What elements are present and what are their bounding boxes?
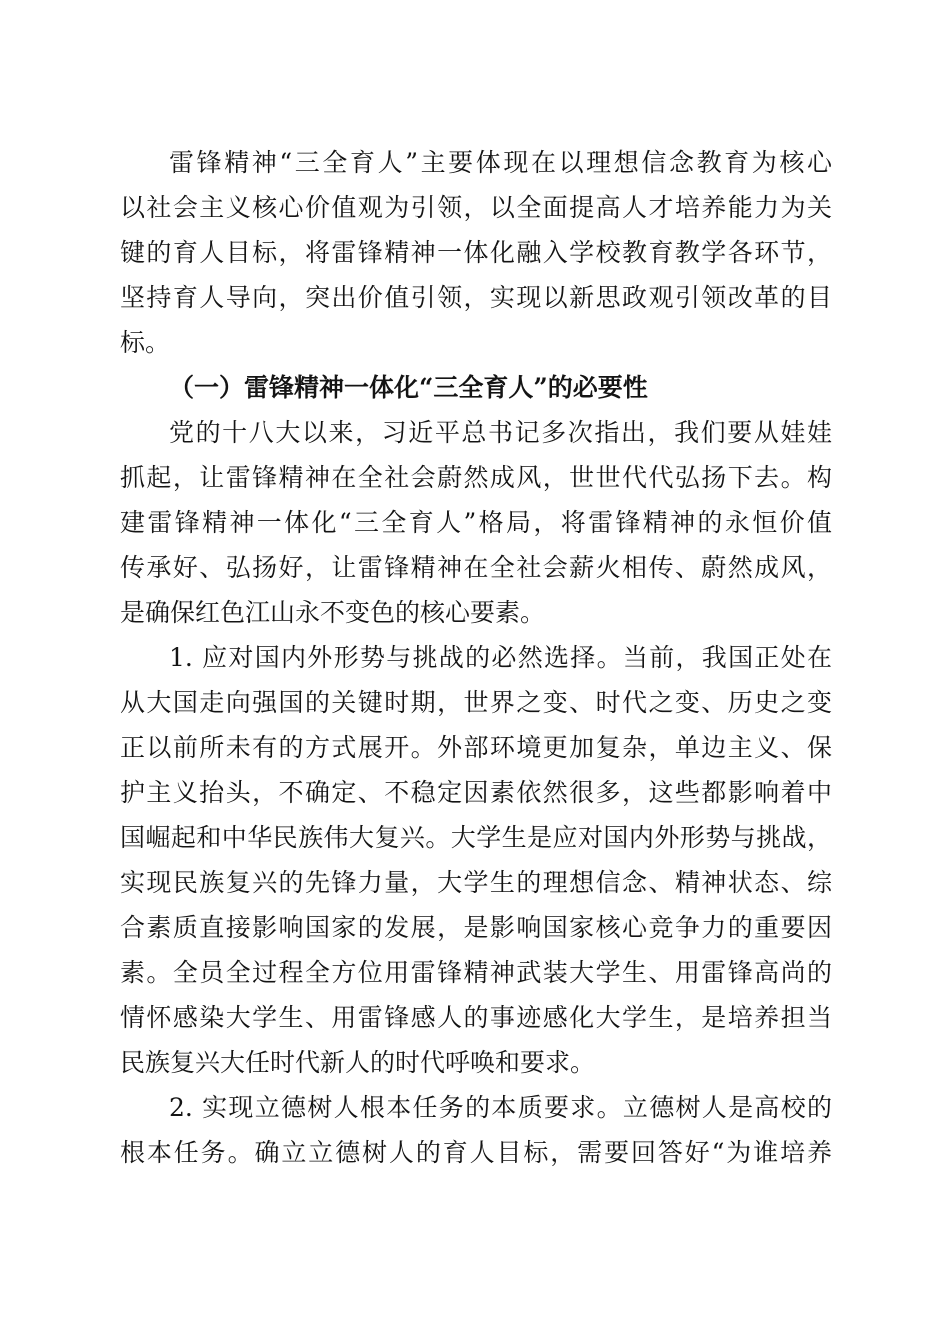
paragraph-line: 党的十八大以来，习近平总书记多次指出，我们要从娃娃: [169, 418, 832, 447]
paragraph-line: 民族复兴大任时代新人的时代呼唤和要求。: [120, 1048, 596, 1077]
paragraph-line: 抓起，让雷锋精神在全社会蔚然成风，世世代代弘扬下去。构: [120, 463, 832, 492]
paragraph-line: 实现民族复兴的先锋力量，大学生的理想信念、精神状态、综: [120, 868, 832, 897]
paragraph-line: 国崛起和中华民族伟大复兴。大学生是应对国内外形势与挑战，: [120, 823, 832, 852]
paragraph-line: 1. 应对国内外形势与挑战的必然选择。当前，我国正处在: [169, 643, 832, 672]
section-heading: （一）雷锋精神一体化“三全育人”的必要性: [169, 373, 648, 402]
paragraph-line: 是确保红色江山永不变色的核心要素。: [120, 598, 546, 627]
paragraph-line: 键的育人目标，将雷锋精神一体化融入学校教育教学各环节，: [120, 238, 832, 267]
paragraph-line: 素。全员全过程全方位用雷锋精神武装大学生、用雷锋高尚的: [120, 958, 832, 987]
paragraph-line: 雷锋精神“三全育人”主要体现在以理想信念教育为核心: [169, 148, 832, 177]
paragraph-line: 2. 实现立德树人根本任务的本质要求。立德树人是高校的: [169, 1093, 832, 1122]
paragraph-line: 从大国走向强国的关键时期，世界之变、时代之变、历史之变: [120, 688, 832, 717]
paragraph-line: 合素质直接影响国家的发展，是影响国家核心竞争力的重要因: [120, 913, 832, 942]
paragraph-line: 建雷锋精神一体化“三全育人”格局，将雷锋精神的永恒价值: [120, 508, 832, 537]
paragraph-line: 传承好、弘扬好，让雷锋精神在全社会薪火相传、蔚然成风，: [120, 553, 832, 582]
paragraph-line: 护主义抬头，不确定、不稳定因素依然很多，这些都影响着中: [120, 778, 832, 807]
paragraph-line: 正以前所未有的方式展开。外部环境更加复杂，单边主义、保: [120, 733, 832, 762]
paragraph-line: 情怀感染大学生、用雷锋感人的事迹感化大学生，是培养担当: [120, 1003, 832, 1032]
paragraph-line: 根本任务。确立立德树人的育人目标，需要回答好“为谁培养: [120, 1138, 832, 1167]
paragraph-line: 以社会主义核心价值观为引领，以全面提高人才培养能力为关: [120, 193, 832, 222]
paragraph-line: 标。: [120, 328, 171, 357]
paragraph-line: 坚持育人导向，突出价值引领，实现以新思政观引领改革的目: [120, 283, 832, 312]
